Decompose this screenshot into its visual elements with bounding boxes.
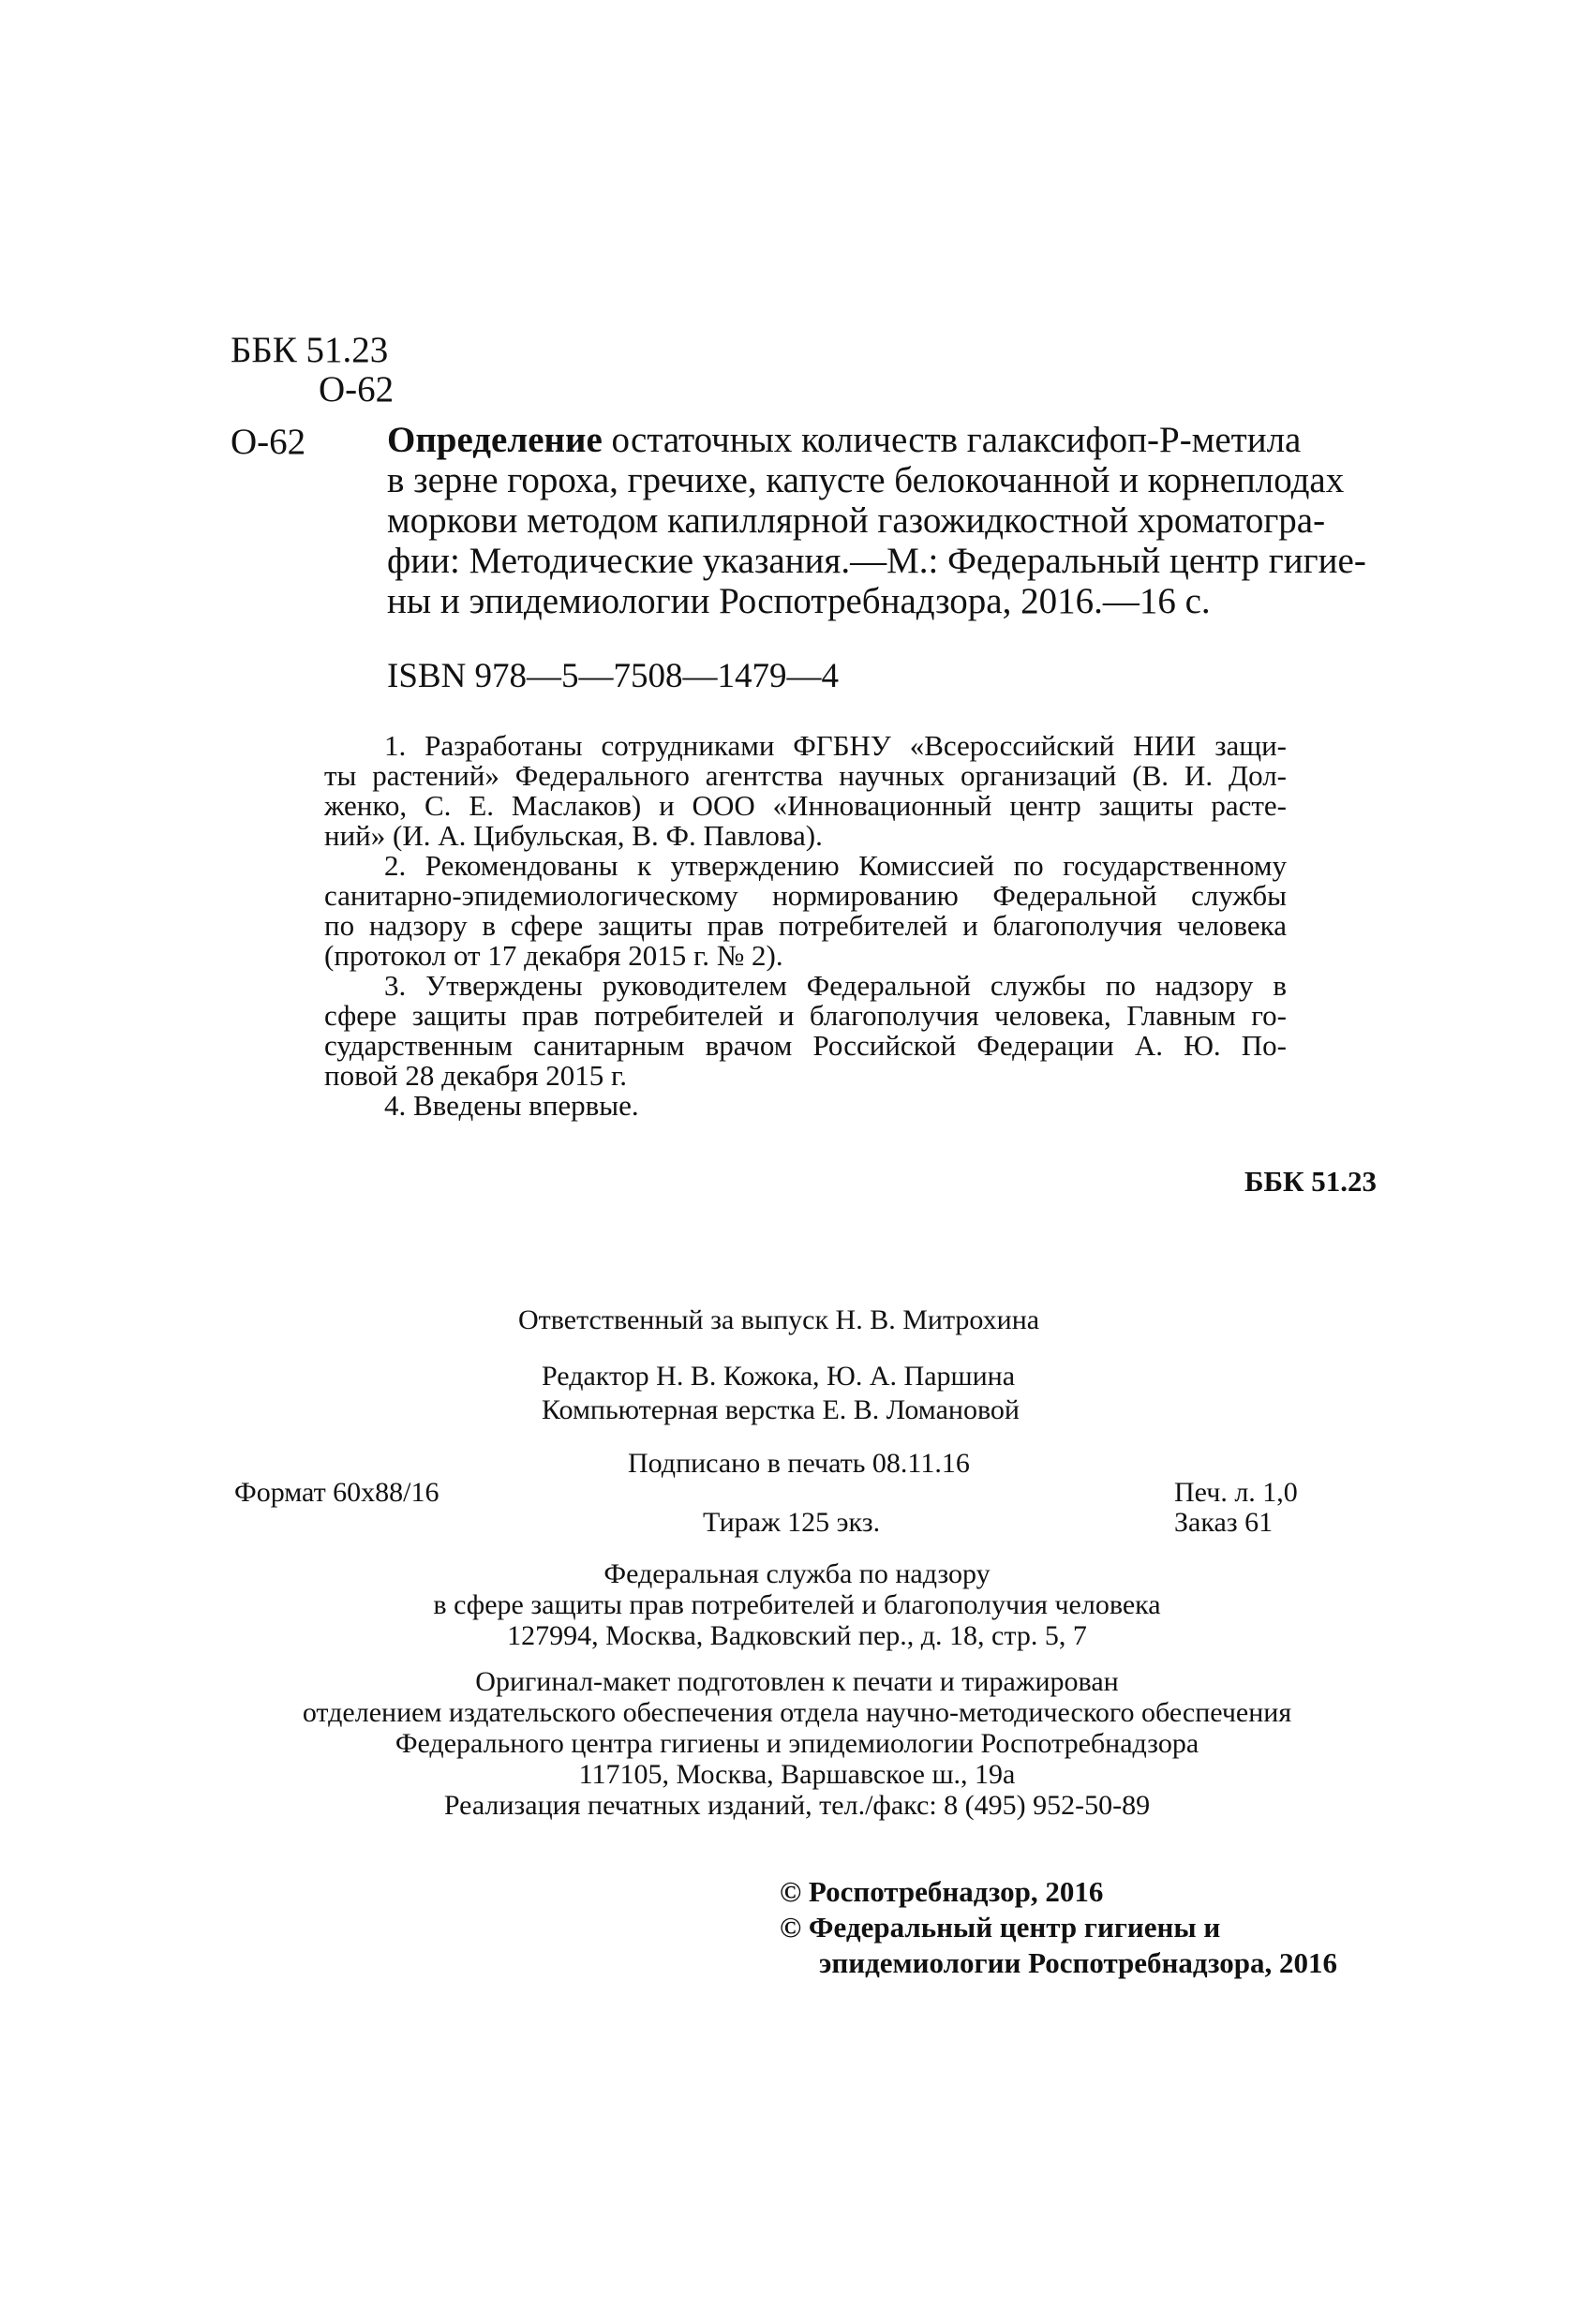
note-line: 1. Разработаны сотрудниками ФГБНУ «Всероссийский НИИ защи- (384, 729, 1287, 762)
biblio-line-3: моркови методом капиллярной газожидкостной хроматогра- (387, 500, 1326, 541)
note-line: (протокол от 17 декабря 2015 г. № 2). (324, 939, 783, 972)
author-mark: О-62 (319, 369, 395, 410)
copyright-block (780, 1874, 1337, 1981)
note-line: по надзору в сфере защиты прав потребителей и благополучия человека (324, 909, 1287, 942)
bbk-index: ББК 51.23 (231, 330, 389, 370)
development-notes (324, 731, 1287, 1121)
publisher-line: в сфере защиты прав потребителей и благополучия человека (433, 1589, 1161, 1620)
note-line: санитарно-эпидемиологическому нормированию Федеральной службы (324, 879, 1287, 912)
printer-line: Оригинал-макет подготовлен к печати и тиражирован (475, 1666, 1119, 1697)
note-line: 3. Утверждены руководителем Федеральной службы по надзору в (384, 969, 1287, 1002)
note-line: ний» (И. А. Цибульская, В. Ф. Павлова). (324, 819, 823, 852)
printed-sheets: Печ. л. 1,0 (1174, 1477, 1298, 1508)
copyright-line: эпидемиологии Роспотребнадзора, 2016 (819, 1946, 1337, 1979)
note-line: 4. Введены впервые. (384, 1089, 639, 1122)
publisher-line: Федеральная служба по надзору (603, 1558, 991, 1589)
biblio-line-1 (387, 420, 1302, 460)
printer-line: 117105, Москва, Варшавское ш., 19а (578, 1759, 1016, 1790)
printer-line: отделением издательского обеспечения отдела научно-методического обеспечения (302, 1697, 1292, 1728)
note-line: повой 28 декабря 2015 г. (324, 1059, 627, 1092)
publisher-block (0, 1558, 1594, 1651)
bbk-index-bold: ББК 51.23 (1244, 1165, 1377, 1198)
note-line: сударственным санитарным врачом Российской Федерации А. Ю. По- (324, 1029, 1287, 1062)
note-line: женко, С. Е. Маслаков) и ООО «Инновационный центр защиты расте- (324, 789, 1287, 822)
biblio-line-1-rest: остаточных количеств галаксифоп-Р-метила (602, 420, 1302, 460)
print-run: Тираж 125 экз. (703, 1507, 881, 1538)
biblio-line-5: ны и эпидемиологии Роспотребнадзора, 2016.—16 с. (387, 581, 1211, 621)
copyright-line: © Федеральный центр гигиены и (780, 1911, 1221, 1944)
note-line: ты растений» Федерального агентства научных организаций (В. И. Дол- (324, 759, 1287, 792)
signed-for-print: Подписано в печать 08.11.16 (628, 1448, 970, 1479)
printer-line: Реализация печатных изданий, тел./факс: 8 (495) 952-50-89 (443, 1790, 1151, 1821)
layout-line: Компьютерная верстка Е. В. Ломановой (542, 1394, 1020, 1425)
entry-author-mark: О-62 (231, 422, 306, 462)
printer-line: Федерального центра гигиены и эпидемиологии Роспотребнадзора (395, 1728, 1199, 1759)
paper-format: Формат 60х88/16 (234, 1477, 439, 1508)
bibliographic-description (387, 420, 1366, 621)
biblio-line-4: фии: Методические указания.—М.: Федеральный центр гигие- (387, 541, 1366, 581)
note-line: сфере защиты прав потребителей и благополучия человека, Главным го- (324, 999, 1287, 1032)
note-line: 2. Рекомендованы к утверждению Комиссией по государственному (384, 849, 1287, 882)
order-number: Заказ 61 (1174, 1507, 1274, 1538)
printer-block (0, 1666, 1594, 1821)
publisher-line: 127994, Москва, Вадковский пер., д. 18, стр. 5, 7 (507, 1620, 1087, 1651)
editor-line: Редактор Н. В. Кожока, Ю. А. Паршина (542, 1361, 1016, 1392)
copyright-line: © Роспотребнадзор, 2016 (780, 1875, 1104, 1908)
isbn: ISBN 978—5—7508—1479—4 (387, 657, 840, 695)
biblio-line-2: в зерне гороха, гречихе, капусте белокочанной и корнеплодах (387, 460, 1345, 500)
biblio-title-bold: Определение (387, 420, 603, 460)
responsible-for-release: Ответственный за выпуск Н. В. Митрохина (518, 1304, 1040, 1335)
